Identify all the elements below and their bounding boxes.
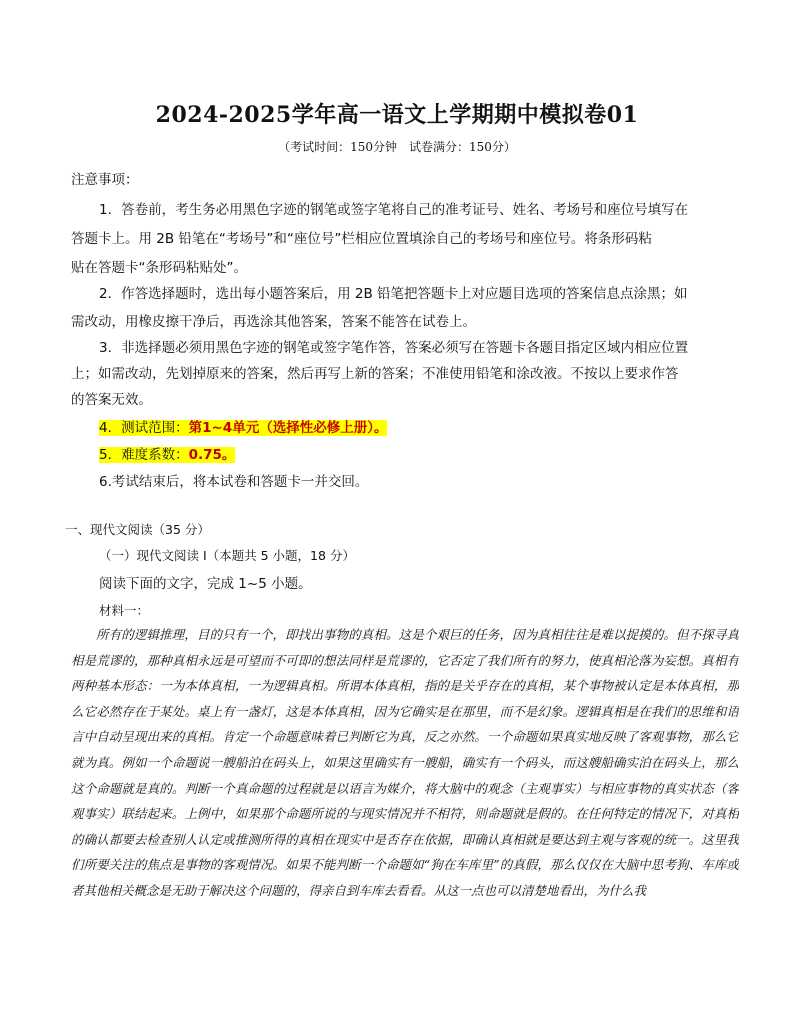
section-heading: 一、现代文阅读（35 分） xyxy=(65,522,210,537)
notice-item3-line1: 3．非选择题必须用黑色字迹的钢笔或签字笔作答，答案必须写在答题卡各题目指定区域内相应位置 xyxy=(99,340,689,356)
passage-text xyxy=(71,622,739,952)
notice-item2-line2: 需改动，用橡皮擦干净后，再选涂其他答案，答案不能答在试卷上。 xyxy=(71,314,476,330)
test-scope-label: 4．测试范围： xyxy=(99,420,189,436)
exam-title: 2024-2025学年高一语文上学期期中模拟卷01 xyxy=(155,102,639,128)
notice-item1-line1: 1．答卷前，考生务必用黑色字迹的钢笔或签字笔将自己的准考证号、姓名、考场号和座位号填写在 xyxy=(99,202,689,218)
material-label: 材料一： xyxy=(99,603,150,618)
notice-item3-line3: 的答案无效。 xyxy=(71,392,152,408)
test-scope-value: 第1~4单元（选择性必修上册）。 xyxy=(188,420,388,436)
exam-subtitle: （考试时间：150分钟 试卷满分：150分） xyxy=(278,140,516,154)
notice-item3-line2: 上；如需改动，先划掉原来的答案，然后再写上新的答案；不准使用铅笔和涂改液。不按以上要求作答 xyxy=(71,366,679,382)
notice-item5 xyxy=(99,443,235,463)
difficulty-value: 0.75。 xyxy=(188,447,236,463)
reading-instruction: 阅读下面的文字，完成 1~5 小题。 xyxy=(99,576,312,592)
difficulty-label: 5．难度系数： xyxy=(99,447,189,463)
notice-item2-line1: 2．作答选择题时，选出每小题答案后，用 2B 铅笔把答题卡上对应题目选项的答案信息点涂黑；如 xyxy=(99,286,688,302)
notice-item6: 6.考试结束后，将本试卷和答题卡一并交回。 xyxy=(99,474,369,490)
passage-paragraph: 所有的逻辑推理，目的只有一个，即找出事物的真相。这是个艰巨的任务，因为真相往往是难以捉摸的。但不探寻真相是荒谬的，那种真相永远是可望而不可即的想法同样是荒谬的，它否定了我们所有的努力，使真相沦落为妄想。真相有两种基本形态：一为本体真相，一为逻辑真相。所谓本体真相，指的是关乎存在的真相，某个事物被认定是本体真相，那么它必然存在于某处。桌上有一盏灯，这是本体真相，因为它确实是在那里，而不是幻象。逻辑真相是在我们的思维和语言中自动呈现出来的真相。肯定一个命题意味着已判断它为真，反之亦然。一个命题如果真实地反映了客观事物，那么它就为真。例如一个命题说一艘船泊在码头上，如果这里确实有一艘船，确实有一个码头，而这艘船确实泊在码头上，那么这个命题就是真的。判断一个真命题的过程就是以语言为媒介，将大脑中的观念（主观事实）与相应事物的真实状态（客观事实）联结起来。上例中，如果那个命题所说的与现实情况并不相符，则命题就是假的。在任何特定的情况下，对真相的确认都要去检查别人认定或推测所得的真相在现实中是否存在依据，即确认真相就是要达到主观与客观的统一。这里我们所要关注的焦点是事物的客观情况。如果不能判断一个命题如“狗在车库里”的真假，那么仅仅在大脑中思考狗、车库或者其他相关概念是无助于解决这个问题的，得亲自到车库去看看。从这一点也可以清楚地看出，为什么我 xyxy=(71,627,739,898)
notice-heading: 注意事项： xyxy=(71,172,139,188)
section-subheading: （一）现代文阅读 I（本题共 5 小题，18 分） xyxy=(99,548,355,563)
notice-item1-line3: 贴在答题卡“条形码粘贴处”。 xyxy=(71,260,247,276)
notice-item4 xyxy=(99,416,387,436)
notice-item1-line2: 答题卡上。用 2B 铅笔在“考场号”和“座位号”栏相应位置填涂自己的考场号和座位号。将条形码粘 xyxy=(71,231,652,247)
